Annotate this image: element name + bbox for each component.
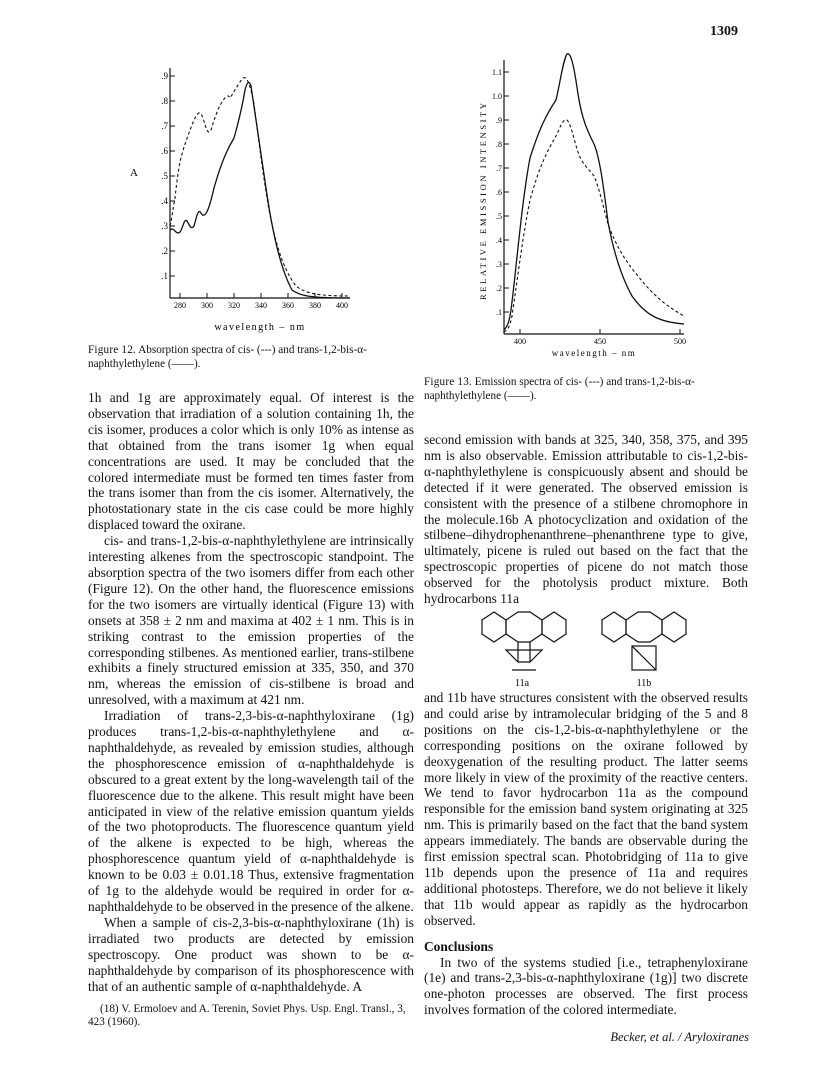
figure-13-y-tick-label: .7 (496, 164, 502, 173)
footnote-18 (88, 1003, 414, 1029)
structure-11a (482, 612, 566, 670)
conclusions-paragraph: In two of the systems studied [i.e., tetraphenyloxirane (1e) and trans-2,3-bis-α-naphthyloxirane (1g)] two discrete one-photon processes are observed. The first process involves formation of the colored intermediate. (424, 954, 748, 1018)
figure-13-y-tick-label: .5 (496, 212, 502, 221)
figure-12-x-tick-label: 360 (282, 301, 294, 310)
figure-13-y-tick-label: 1.1 (492, 68, 502, 77)
figure-13-caption (424, 375, 754, 403)
figure-13-cis-curve (504, 120, 684, 332)
figure-12-x-label: wavelength – nm (214, 322, 306, 333)
paragraph-3: Irradiation of trans-2,3-bis-α-naphthyloxirane (1g) produces trans-1,2-bis-α-naphthylethylene and α-naphthaldehyde, as revealed by emission studies, although the phosphorescence emission of α-naphthaldehyde is obscured to a great extent by the long-wavelength tail of the fluorescence due to the alkene. This result might have been anticipated in view of the relative emission quantum yields of the two photoproducts. The fluorescence quantum yield of the alkene is expected to be high, whereas the phosphorescence quantum yield of α-naphthaldehyde is known to be 0.03 ± 0.01.18 Thus, extensive fragmentation of 1g to the aldehyde would be required in order for α-naphthaldehyde to be observed in the presence of the alkene. (88, 708, 414, 914)
right-column-top (424, 432, 748, 607)
figure-13-caption-text: Emission spectra of cis- (---) and trans-1,2-bis-α-naphthylethylene (——). (424, 376, 695, 402)
structure-11a-label: 11a (514, 678, 530, 689)
figure-12-y-tick-label: .4 (161, 196, 168, 206)
figure-13-y-tick-label: 1.0 (492, 92, 502, 101)
paragraph-1: 1h and 1g are approximately equal. Of interest is the observation that irradiation of a solution containing 1h, the cis isomer, produces a color which is only 10% as intense as that obtained from the trans isomer 1g when equal concentrations are used. It may be concluded that the colored intermediate must be formed ten times faster from the trans isomer than from the cis isomer. Alternatively, the photostationary state in the cis case could be more highly displaced toward the oxirane. (88, 390, 414, 533)
figure-12-y-tick-label: .5 (161, 171, 168, 181)
figure-12-x-tick-label: 340 (255, 301, 267, 310)
figure-13-y-tick-label: .9 (496, 116, 502, 125)
figure-12-x-tick-label: 380 (309, 301, 321, 310)
figure-12-caption-text: Absorption spectra of cis- (---) and trans-1,2-bis-α-naphthylethylene (——). (88, 344, 367, 370)
figure-12-caption (88, 343, 418, 371)
figure-12-y-tick-label: .2 (161, 246, 168, 256)
figure-12-y-ticks (161, 71, 175, 281)
figure-12-absorption-spectra (110, 58, 380, 338)
figure-13-y-tick-label: .3 (496, 260, 502, 269)
figure-12-x-tick-label: 300 (201, 301, 213, 310)
figure-13-y-label: RELATIVE EMISSION INTENSITY (478, 100, 488, 300)
figure-13-trans-curve (504, 54, 684, 330)
figure-12-y-tick-label: .8 (161, 96, 168, 106)
conclusions-heading: Conclusions (424, 938, 494, 954)
figure-13-caption-head: Figure 13. (424, 376, 472, 388)
figure-13-x-ticks (514, 329, 686, 346)
paragraph-6: and 11b have structures consistent with the observed results and could arise by intramolecular bridging of the 5 and 8 positions on the cis-1,2-bis-α-naphthylethylene or the corresponding positions on the oxirane followed by deoxygenation of the resulting product. The latter seems more likely in view of the proximity of the reactive centers. We tend to favor hydrocarbon 11a as the compound responsible for the emission band system originating at 325 nm. This is primarily based on the fact that the band system appears immediately. The bands are observable during the first emission spectral scan. Photobridging of 11a to give 11b depends upon the presence of 11a and requires additional photosteps. Therefore, we do not believe it likely that 11b would appear as rapidly as the hydrocarbon observed. (424, 690, 748, 928)
figure-12-y-tick-label: .7 (161, 121, 168, 131)
structures-11a-11b (462, 590, 712, 690)
paragraph-2: cis- and trans-1,2-bis-α-naphthylethylene are intrinsically interesting alkenes from the spectroscopic standpoint. The absorption spectra of the two isomers differ from each other (Figure 12). On the other hand, the fluorescence emissions for the two isomers are virtually identical (Figure 13) with onsets at 358 ± 2 nm and maxima at 402 ± 1 nm. This is in striking contrast to the emission properties of the corresponding stilbenes. As mentioned earlier, trans-stilbene exhibits a finely structured emission at 335, 350, and 370 nm, whereas the emission of cis-stilbene is broad and unresolved, with a maximum at 421 nm. (88, 533, 414, 708)
figure-13-x-tick-label: 450 (594, 337, 606, 346)
figure-12-y-tick-label: .3 (161, 221, 168, 231)
figure-12-y-tick-label: .6 (161, 146, 168, 156)
figure-13-x-tick-label: 500 (674, 337, 686, 346)
figure-12-x-ticks (174, 293, 348, 310)
figure-12-y-label: A (130, 167, 138, 179)
figure-12-caption-head: Figure 12. (88, 344, 136, 356)
figure-12-trans-curve (170, 83, 350, 298)
figure-13-x-label: wavelength – nm (551, 348, 637, 358)
figure-13-y-ticks (492, 68, 509, 317)
figure-13-y-tick-label: .2 (496, 284, 502, 293)
running-footer: Becker, et al. / Aryloxiranes (610, 1030, 749, 1044)
figure-13-y-tick-label: .6 (496, 188, 502, 197)
figure-12-y-tick-label: .9 (161, 71, 168, 81)
figure-12-y-tick-label: .1 (161, 271, 168, 281)
paragraph-5: second emission with bands at 325, 340, 358, 375, and 395 nm is also observable. Emission attributable to cis-1,2-bis-α-naphthylethylene is conspicuously absent and should be detected if it were generated. The observed emission is consistent with the presence of a stilbene chromophore in the molecule.16b A photocyclization and oxidation of the stilbene–dihydrophenanthrene–phenanthrene type to give, ultimately, picene is ruled out based on the fact that the spectroscopic properties of picene do not match those observed for the photolysis product mixture. Both hydrocarbons 11a (424, 432, 748, 607)
figure-13-x-tick-label: 400 (514, 337, 526, 346)
page-number: 1309 (710, 24, 738, 39)
figure-12-x-tick-label: 400 (336, 301, 348, 310)
left-column (88, 390, 414, 994)
footnote-text: (18) V. Ermoloev and A. Terenin, Soviet Phys. Usp. Engl. Transl., 3, 423 (1960). (88, 1003, 406, 1028)
structure-11b (602, 612, 686, 670)
paragraph-4: When a sample of cis-2,3-bis-α-naphthyloxirane (1h) is irradiated two products are detected by emission spectroscopy. One product was shown to be α-naphthaldehyde by comparison of its phosphorescence with that of an authentic sample of α-naphthaldehyde. A (88, 914, 414, 994)
figure-12-cis-curve (170, 78, 350, 296)
figure-13-y-tick-label: .1 (496, 308, 502, 317)
figure-12-x-tick-label: 320 (228, 301, 240, 310)
figure-13-y-tick-label: .8 (496, 140, 502, 149)
figure-13-emission-spectra (470, 40, 690, 360)
figure-13-y-tick-label: .4 (496, 236, 502, 245)
right-column-bottom (424, 690, 748, 1018)
structure-11b-label: 11b (636, 678, 652, 689)
figure-12-x-tick-label: 280 (174, 301, 186, 310)
